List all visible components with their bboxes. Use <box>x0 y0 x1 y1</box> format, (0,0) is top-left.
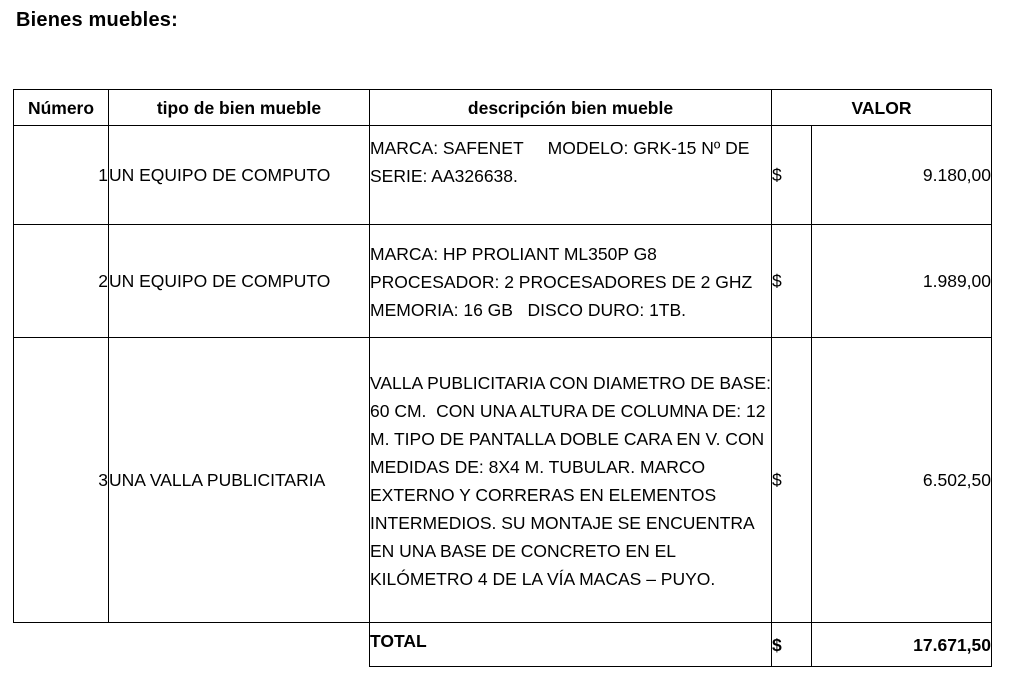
total-label: TOTAL <box>370 623 772 667</box>
section-title: Bienes muebles: <box>16 9 178 31</box>
row-number: 1 <box>14 126 109 225</box>
row-description: MARCA: HP PROLIANT ML350P G8 PROCESADOR: 2 PROCESADORES DE 2 GHZ MEMORIA: 16 GB DISCO DURO: 1TB. <box>370 225 772 338</box>
total-spacer <box>14 623 109 667</box>
total-currency: $ <box>772 623 812 667</box>
row-currency: $ <box>772 338 812 623</box>
table-row <box>14 338 992 623</box>
total-row <box>14 623 992 667</box>
total-spacer <box>109 623 370 667</box>
row-type: UN EQUIPO DE COMPUTO <box>109 225 370 338</box>
row-description: VALLA PUBLICITARIA CON DIAMETRO DE BASE: 60 CM. CON UNA ALTURA DE COLUMNA DE: 12 M. TIPO DE PANTALLA DOBLE CARA EN V. CON MEDIDAS DE: 8X4 M. TUBULAR. MARCO EXTERNO Y CORRERAS EN ELEMENTOS INTERMEDIOS. SU MONTAJE SE ENCUENTRA EN UNA BASE DE CONCRETO EN EL KILÓMETRO 4 DE LA VÍA MACAS – PUYO. <box>370 338 772 623</box>
row-currency: $ <box>772 225 812 338</box>
row-description: MARCA: SAFENET MODELO: GRK-15 Nº DE SERIE: AA326638. <box>370 126 772 225</box>
table-header-row <box>14 90 992 126</box>
row-value: 1.989,00 <box>812 225 992 338</box>
total-value: 17.671,50 <box>812 623 992 667</box>
table-row <box>14 126 992 225</box>
row-value: 6.502,50 <box>812 338 992 623</box>
row-type: UN EQUIPO DE COMPUTO <box>109 126 370 225</box>
row-value: 9.180,00 <box>812 126 992 225</box>
header-description: descripción bien mueble <box>370 90 772 126</box>
header-value: VALOR <box>772 90 992 126</box>
header-type: tipo de bien mueble <box>109 90 370 126</box>
row-type: UNA VALLA PUBLICITARIA <box>109 338 370 623</box>
row-number: 2 <box>14 225 109 338</box>
row-number: 3 <box>14 338 109 623</box>
assets-table <box>13 89 992 667</box>
header-number: Número <box>14 90 109 126</box>
row-currency: $ <box>772 126 812 225</box>
table-row <box>14 225 992 338</box>
